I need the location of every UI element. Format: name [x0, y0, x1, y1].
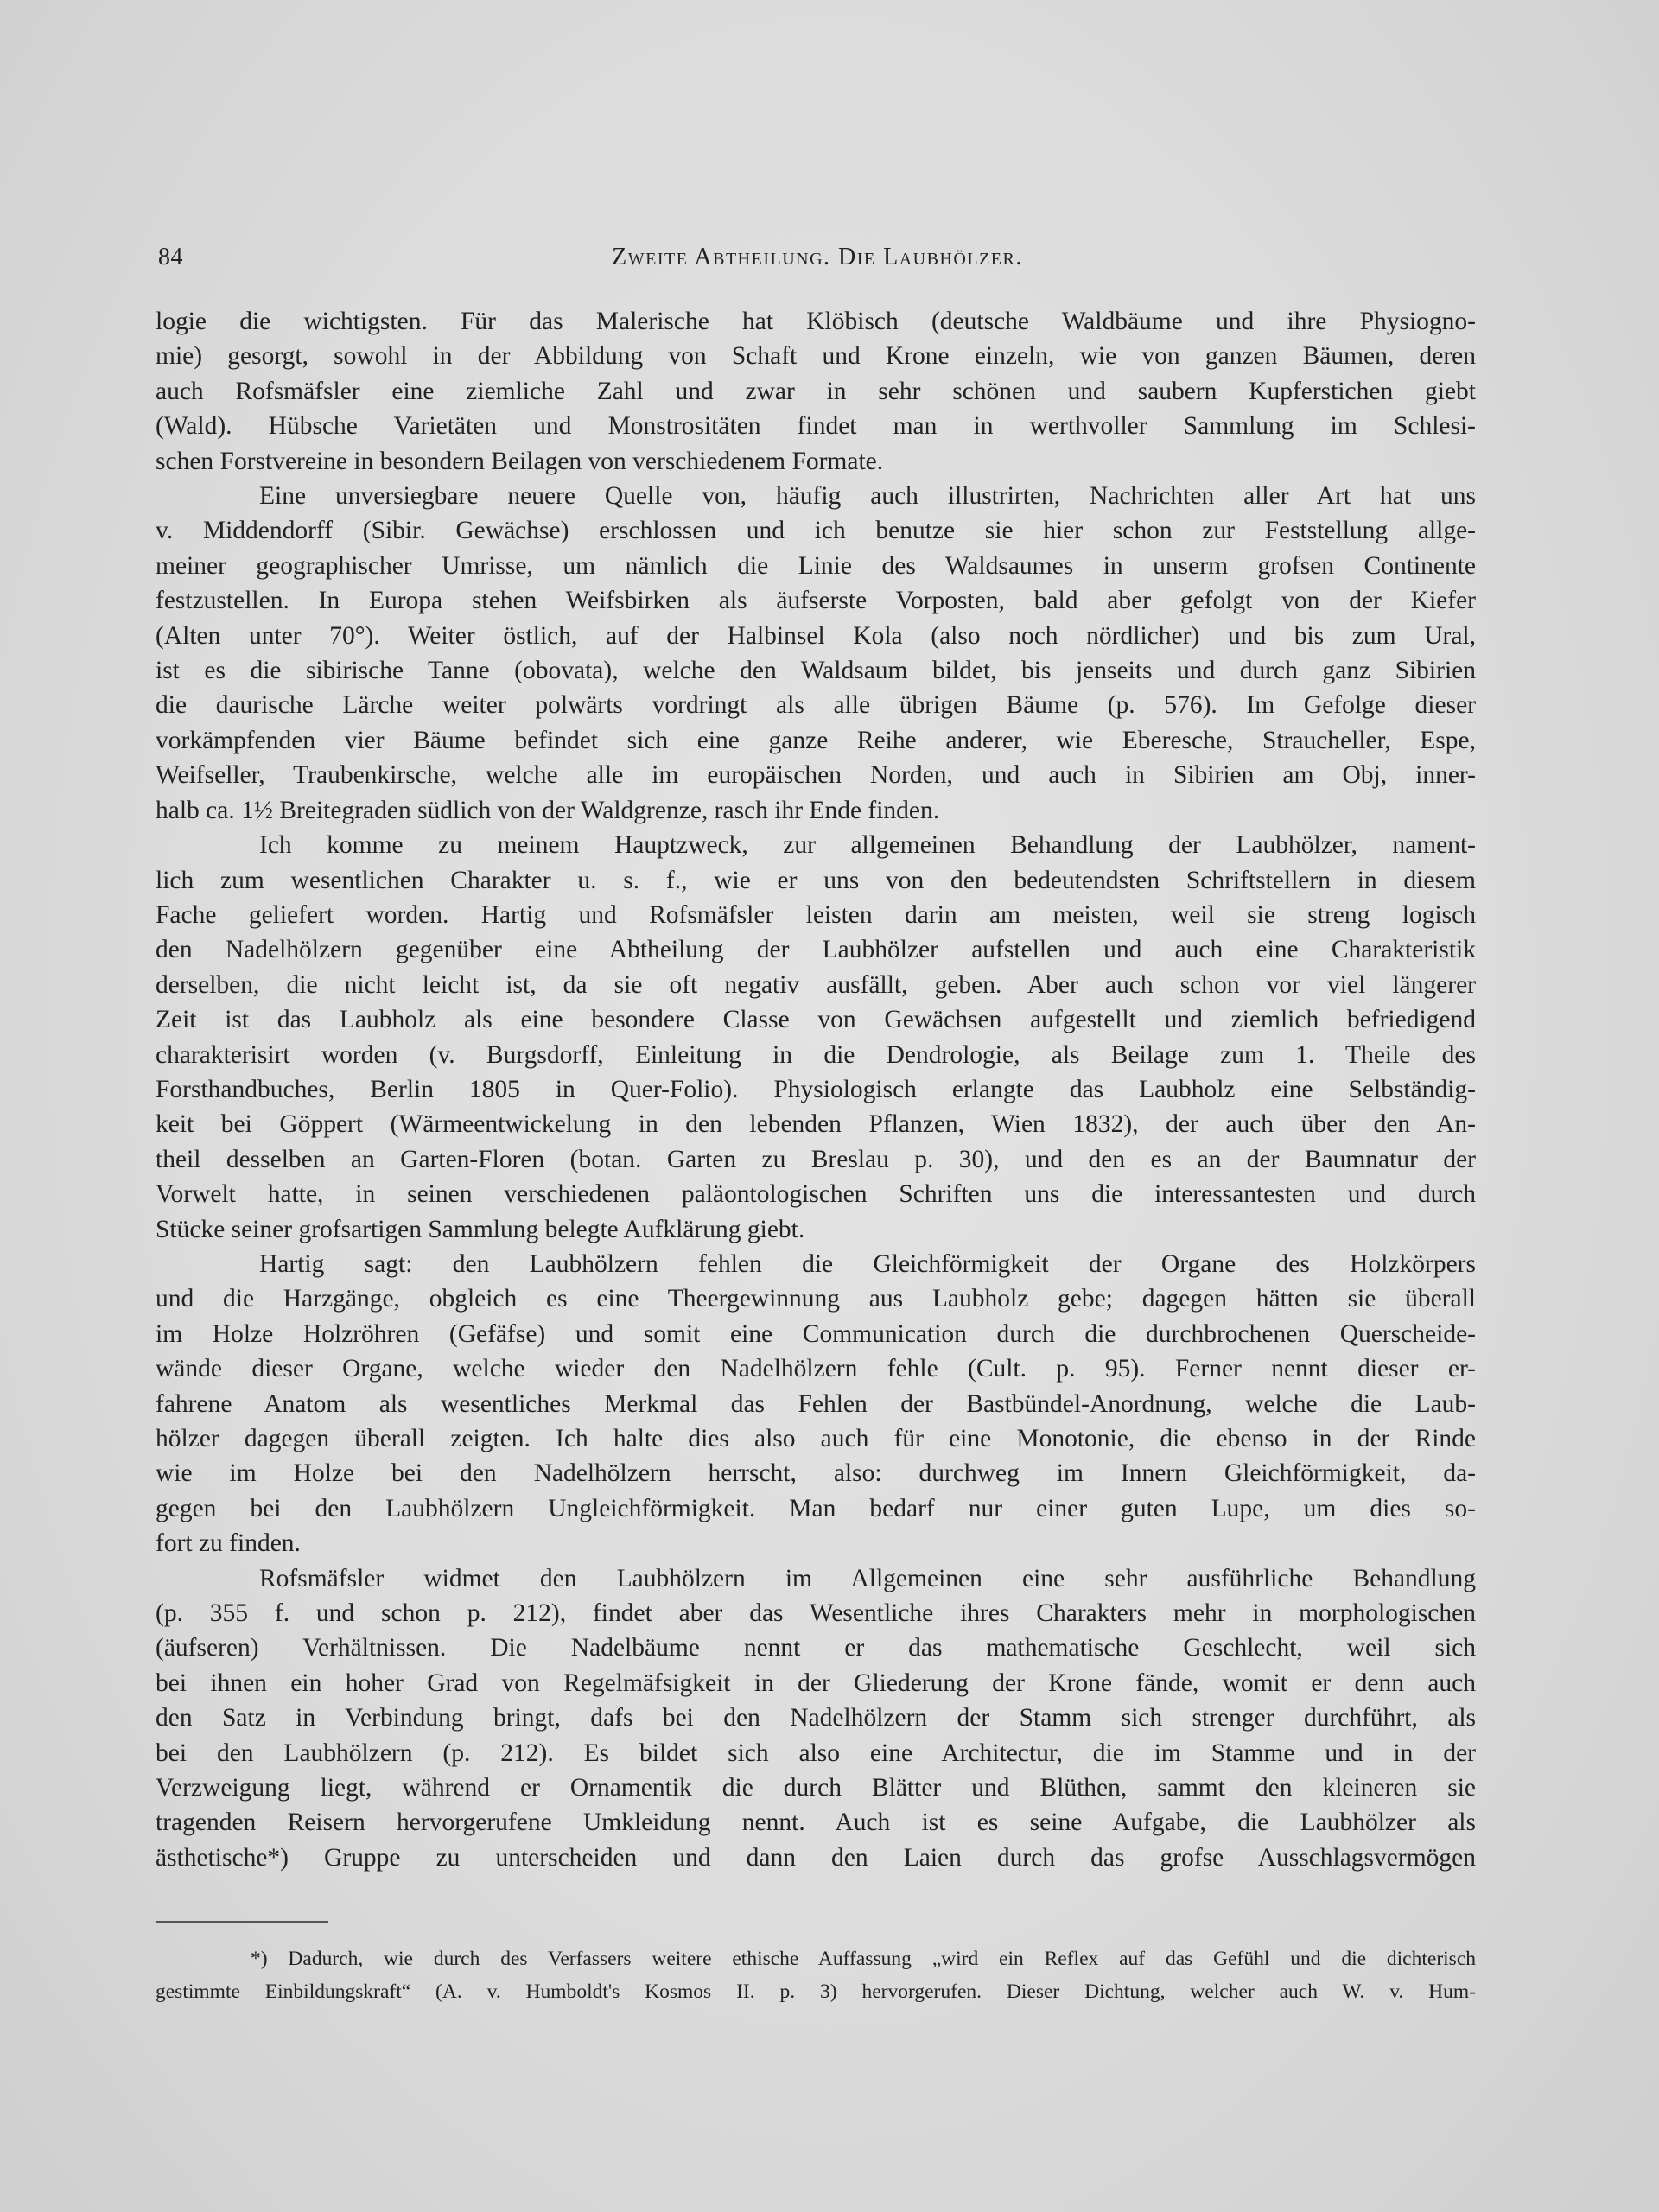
footnote	[156, 1942, 1476, 2008]
text-line: Hartig sagt: den Laubhölzern fehlen die Gleichförmigkeit der Organe des Holzkörpers	[259, 1249, 1476, 1278]
text-line: Eine unversiegbare neuere Quelle von, häufig auch illustrirten, Nachrichten aller Art hat uns	[259, 482, 1476, 511]
text-line: und die Harzgänge, obgleich es eine Theergewinnung aus Laubholz gebe; dagegen hätten sie überall	[156, 1285, 1476, 1313]
text-line: Verzweigung liegt, während er Ornamentik die durch Blätter und Blüthen, sammt den kleineren sie	[156, 1774, 1476, 1802]
text-line: Vorwelt hatte, in seinen verschiedenen paläontologischen Schriften uns die interessantesten und durch	[156, 1180, 1476, 1209]
text-line: meiner geographischer Umrisse, um nämlich die Linie des Waldsaumes in unserm grofsen Continente	[156, 551, 1476, 580]
text-line: bei den Laubhölzern (p. 212). Es bildet sich also eine Architectur, die im Stamme und in der	[156, 1738, 1476, 1767]
text-line: keit bei Göppert (Wärmeentwickelung in den lebenden Pflanzen, Wien 1832), der auch über den An-	[156, 1110, 1476, 1139]
text-line: Rofsmäfsler widmet den Laubhölzern im Allgemeinen eine sehr ausführliche Behandlung	[259, 1564, 1476, 1592]
text-line: Fache geliefert worden. Hartig und Rofsmäfsler leisten darin am meisten, weil sie streng logisch	[156, 900, 1476, 929]
text-line: Weifseller, Traubenkirsche, welche alle im europäischen Norden, und auch in Sibirien am Obj, inner-	[156, 761, 1476, 790]
text-line: lich zum wesentlichen Charakter u. s. f., wie er uns von den bedeutendsten Schriftstellern in diesem	[156, 866, 1476, 894]
text-line: Zeit ist das Laubholz als eine besondere Classe von Gewächsen aufgestellt und ziemlich befriedigend	[156, 1006, 1476, 1034]
text-line: den Nadelhölzern gegenüber eine Abtheilung der Laubhölzer aufstellen und auch eine Charakteristik	[156, 936, 1476, 964]
text-line: charakterisirt worden (v. Burgsdorff, Einleitung in die Dendrologie, als Beilage zum 1. Theile des	[156, 1040, 1476, 1069]
text-line: (äufseren) Verhältnissen. Die Nadelbäume nennt er das mathematische Geschlecht, weil sich	[156, 1634, 1476, 1662]
text-line: derselben, die nicht leicht ist, da sie oft negativ ausfällt, geben. Aber auch schon vor viel längerer	[156, 970, 1476, 999]
text-line: vorkämpfenden vier Bäume befindet sich eine ganze Reihe anderer, wie Eberesche, Straucheller, Espe,	[156, 726, 1476, 754]
text-line: schen Forstvereine in besondern Beilagen von verschiedenem Formate.	[156, 447, 884, 475]
text-line: ästhetische*) Gruppe zu unterscheiden und dann den Laien durch das grofse Ausschlagsvermögen	[156, 1843, 1476, 1872]
text-line: wie im Holze bei den Nadelhölzern herrscht, also: durchweg im Innern Gleichförmigkeit, da-	[156, 1459, 1476, 1488]
text-line: tragenden Reisern hervorgerufene Umkleidung nennt. Auch ist es seine Aufgabe, die Laubhölzer als	[156, 1808, 1476, 1837]
text-line: fahrene Anatom als wesentliches Merkmal das Fehlen der Bastbündel-Anordnung, welche die Laub-	[156, 1389, 1476, 1418]
text-line: mie) gesorgt, sowohl in der Abbildung von Schaft und Krone einzeln, wie von ganzen Bäumen, deren	[156, 342, 1476, 371]
running-title: Zweite Abtheilung. Die Laubhölzer.	[612, 244, 1023, 270]
footnote-rule	[156, 1921, 328, 1923]
footnote-line: *) Dadurch, wie durch des Verfassers weitere ethische Auffassung „wird ein Reflex auf das Gefühl und die dichterisch	[251, 1948, 1476, 1970]
text-line: Ich komme zu meinem Hauptzweck, zur allgemeinen Behandlung der Laubhölzer, nament-	[259, 831, 1476, 860]
text-line: (Wald). Hübsche Varietäten und Monstrositäten findet man in werthvoller Sammlung im Schlesi-	[156, 412, 1476, 441]
footnote-line: gestimmte Einbildungskraft“ (A. v. Humboldt's Kosmos II. p. 3) hervorgerufen. Dieser Dichtung, welcher auch W. v. Hum-	[156, 1980, 1476, 2003]
text-line: bei ihnen ein hoher Grad von Regelmäfsigkeit in der Gliederung der Krone fände, womit er denn auch	[156, 1669, 1476, 1697]
text-line: die daurische Lärche weiter polwärts vordringt als alle übrigen Bäume (p. 576). Im Gefolge dieser	[156, 691, 1476, 720]
text-line: Stücke seiner grofsartigen Sammlung belegte Aufklärung giebt.	[156, 1215, 805, 1243]
text-line: gegen bei den Laubhölzern Ungleichförmigkeit. Man bedarf nur einer guten Lupe, um dies so-	[156, 1494, 1476, 1522]
text-line: wände dieser Organe, welche wieder den Nadelhölzern fehle (Cult. p. 95). Ferner nennt dieser er-	[156, 1355, 1476, 1383]
text-line: auch Rofsmäfsler eine ziemliche Zahl und zwar in sehr schönen und saubern Kupferstichen giebt	[156, 377, 1476, 405]
text-line: ist es die sibirische Tanne (obovata), welche den Waldsaum bildet, bis jenseits und durch ganz Sibirien	[156, 657, 1476, 685]
text-line: logie die wichtigsten. Für das Malerische hat Klöbisch (deutsche Waldbäume und ihre Physiogno-	[156, 308, 1476, 335]
main-text	[156, 304, 1476, 1875]
page-header	[158, 244, 1477, 282]
page-number: 84	[158, 244, 183, 270]
text-line: halb ca. 1½ Breitegraden südlich von der Waldgrenze, rasch ihr Ende finden.	[156, 796, 940, 824]
text-line: theil desselben an Garten-Floren (botan. Garten zu Breslau p. 30), und den es an der Baumnatur der	[156, 1145, 1476, 1173]
text-line: (p. 355 f. und schon p. 212), findet aber das Wesentliche ihres Charakters mehr in morphologischen	[156, 1599, 1476, 1628]
text-line: im Holze Holzröhren (Gefäfse) und somit eine Communication durch die durchbrochenen Querscheide-	[156, 1319, 1476, 1348]
text-line: v. Middendorff (Sibir. Gewächse) erschlossen und ich benutze sie hier schon zur Feststellung allge-	[156, 517, 1476, 545]
text-line: fort zu finden.	[156, 1529, 301, 1558]
text-line: festzustellen. In Europa stehen Weifsbirken als äufserste Vorposten, bald aber gefolgt von der Kiefer	[156, 587, 1476, 615]
text-line: den Satz in Verbindung bringt, dafs bei den Nadelhölzern der Stamm sich strenger durchführt, als	[156, 1704, 1476, 1732]
text-line: hölzer dagegen überall zeigten. Ich halte dies also auch für eine Monotonie, die ebenso in der Rinde	[156, 1425, 1476, 1452]
text-line: Forsthandbuches, Berlin 1805 in Quer-Folio). Physiologisch erlangte das Laubholz eine Selbständig-	[156, 1075, 1476, 1103]
text-line: (Alten unter 70°). Weiter östlich, auf der Halbinsel Kola (also noch nördlicher) und bis zum Ural,	[156, 621, 1476, 650]
